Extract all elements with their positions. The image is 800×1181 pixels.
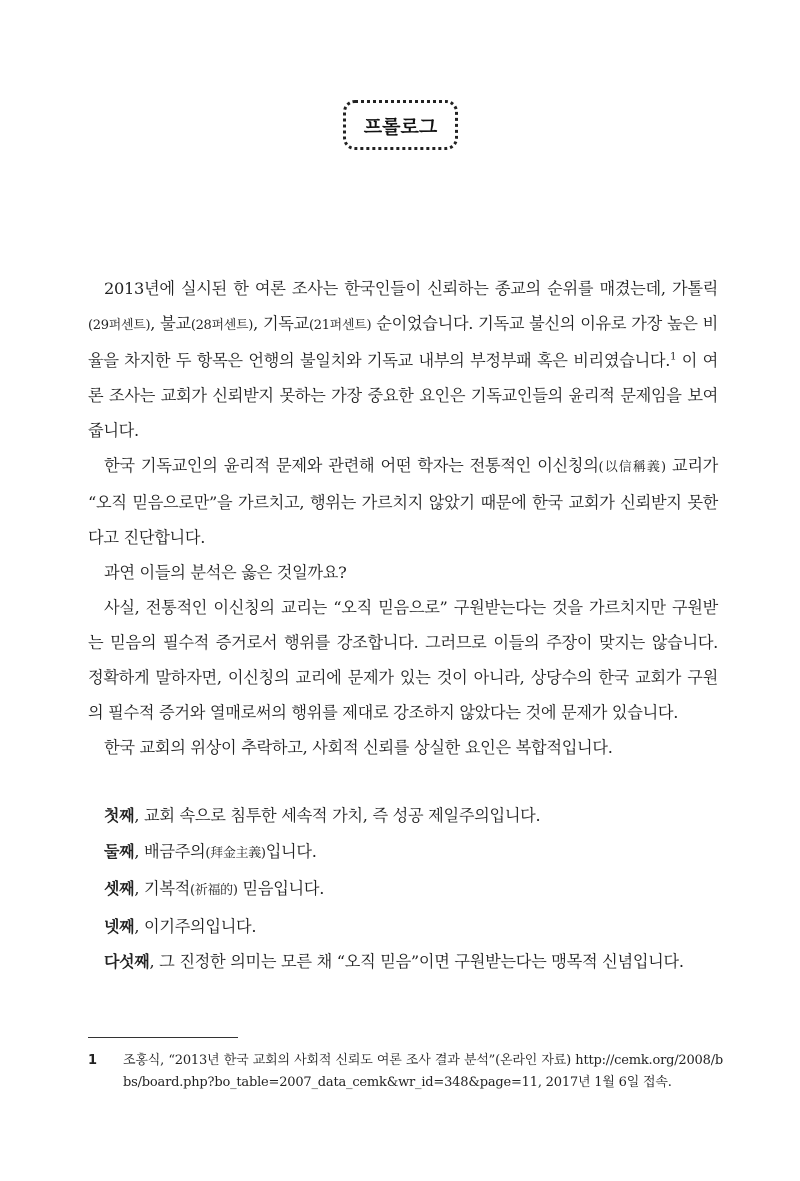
paragraph-2	[88, 448, 718, 555]
p1-text-a: 2013년에 실시된 한 여론 조사는 한국인들이 신뢰하는 종교의 순위를 매겼는데, 가톨릭	[104, 279, 718, 298]
p1-text-b: (29퍼센트)	[88, 318, 151, 333]
list-item-label: 다섯째	[104, 952, 150, 971]
list-item-label: 첫째	[104, 806, 135, 825]
list-item-text: , 교회 속으로 침투한 세속적 가치, 즉 성공 제일주의입니다.	[134, 806, 541, 825]
paragraph-3: 과연 이들의 분석은 옳은 것일까요?	[104, 563, 347, 582]
list-item-text: , 그 진정한 의미는 모른 채 “오직 믿음”이면 구원받는다는 맹목적 신념입니다.	[149, 952, 684, 971]
list-item	[104, 834, 724, 872]
footnote-number: 1	[88, 1053, 97, 1068]
paragraph-1	[88, 271, 718, 448]
p1-text-d: (28퍼센트)	[190, 318, 254, 333]
list-item	[104, 909, 724, 945]
footnote-divider	[88, 1037, 238, 1038]
chapter-title: 프롤로그	[363, 115, 438, 138]
factor-list	[104, 798, 724, 980]
footnote-ref[interactable]: 1	[670, 351, 677, 363]
p2-text-c: 교리가 “오직 믿음으로만”을 가르치고, 행위는 가르치지 않았기 때문에 한국 교회가 신뢰받지 못한다고 진단합니다.	[88, 456, 718, 547]
paragraph-5: 한국 교회의 위상이 추락하고, 사회적 신뢰를 상실한 요인은 복합적입니다.	[104, 738, 613, 757]
list-item-label: 넷째	[104, 916, 135, 936]
p1-text-f: (21퍼센트)	[308, 318, 372, 333]
list-item-text: , 배금주의	[134, 841, 206, 861]
p1-text-e: , 기독교	[253, 314, 309, 333]
list-item-label: 둘째	[104, 841, 135, 861]
body-text	[88, 271, 718, 765]
list-item-text: , 이기주의입니다.	[134, 916, 257, 936]
list-item-text: , 기복적	[134, 879, 191, 898]
chapter-title-box	[343, 100, 458, 150]
list-item-label: 셋째	[104, 879, 135, 898]
p2-text-a: 한국 기독교인의 윤리적 문제와 관련해 어떤 학자는 전통적인 이신칭의	[104, 456, 599, 475]
paragraph-4: 사실, 전통적인 이신칭의 교리는 “오직 믿음으로” 구원받는다는 것을 가르치지만 구원받는 믿음의 필수적 증거로서 행위를 강조합니다. 그러므로 이들의 주장이 맞지는 않습니다. 정확하게 말하자면, 이신칭의 교리에 문제가 있는 것이 아니라, 상당수의 한국 교회가 구원의 필수적 증거와 열매로써의 행위를 제대로 강조하지 않았다는 것에 문제가 있습니다.	[88, 598, 718, 722]
list-item	[104, 871, 724, 909]
p2-text-b: (以信稱義)	[598, 460, 666, 475]
list-item-text-end: 믿음입니다.	[237, 879, 325, 898]
footnote-text[interactable]: 조홍식, “2013년 한국 교회의 사회적 신뢰도 여론 조사 결과 분석”(온라인 자료) http://cemk.org/2008/bbs/board.php?bo_table=2007_data_cemk&wr_id=348&page=11, 2017년 1월 6일 접속.	[123, 1053, 723, 1090]
list-item	[104, 944, 724, 980]
list-item-hanja: (祈福的)	[190, 883, 238, 898]
footnote	[88, 1050, 723, 1094]
list-item-text-end: 입니다.	[265, 841, 317, 861]
list-item-hanja: (拜金主義)	[205, 845, 266, 861]
p1-text-h: 이 여론 조사는 교회가 신뢰받지 못하는 가장 중요한 요인은 기독교인들의 윤리적 문제임을 보여 줍니다.	[88, 351, 718, 440]
p1-text-c: , 불교	[150, 314, 191, 333]
p1-text-g: 순이었습니다. 기독교 불신의 이유로 가장 높은 비율을 차지한 두 항목은 언행의 불일치와 기독교 내부의 부정부패 혹은 비리였습니다.	[88, 314, 718, 370]
list-item	[104, 798, 724, 834]
